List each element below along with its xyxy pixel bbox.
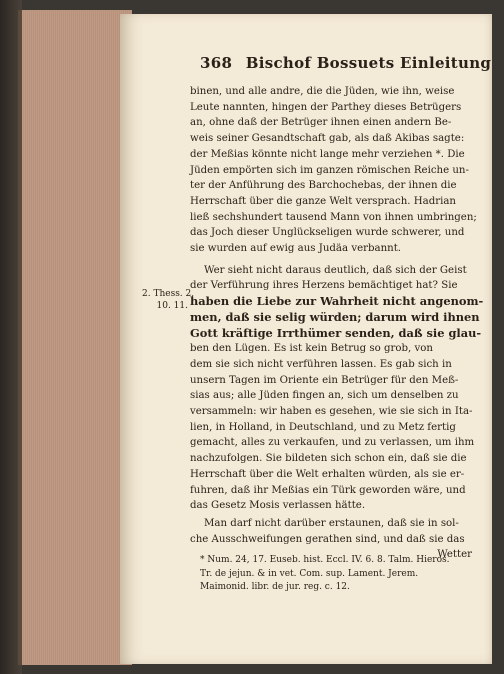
scripture-quote-line: haben die Liebe zur Wahrheit nicht angenom- (190, 294, 484, 309)
text-line: Leute nannten, hingen der Parthey dieses Betrügers (190, 101, 462, 113)
margin-reference (142, 288, 195, 312)
text-line: gemacht, alles zu verkaufen, und zu verlassen, um ihm (190, 437, 475, 449)
text-line: sias aus; alle Jüden fingen an, sich um denselben zu (190, 390, 459, 402)
footnote-line: Tr. de jejun. & in vet. Com. sup. Lament. Jerem. (200, 568, 419, 579)
text-line: der Meßias könnte nicht lange mehr verziehen *. Die (190, 148, 465, 160)
text-line: an, ohne daß der Betrüger ihnen einen andern Be- (190, 117, 452, 129)
running-header (200, 54, 491, 72)
text-line: dem sie sich nicht verführen lassen. Es gab sich in (190, 358, 452, 370)
footnote (200, 554, 472, 595)
page-stack-edge (18, 10, 132, 665)
margin-reference-line: 2. Thess. 2, (142, 289, 195, 299)
catchword: Wetter (437, 549, 472, 561)
text-line: weis seiner Gesandtschaft gab, als daß Akibas sagte: (190, 133, 465, 145)
text-line: das Gesetz Mosis verlassen hätte. (190, 500, 366, 512)
text-line: fuhren, daß ihr Meßias ein Türk geworden wäre, und (190, 484, 466, 496)
footnote-line: Maimonid. libr. de jur. reg. c. 12. (200, 582, 350, 592)
text-line: Herrschaft über die ganze Welt versprach. Hadrian (190, 195, 456, 207)
paragraph-1 (190, 84, 477, 257)
page-number: 368 (200, 54, 233, 72)
footnote-line: * Num. 24, 17. Euseb. hist. Eccl. IV. 6. 8. Talm. Hieros. (200, 555, 450, 565)
scripture-quote-line: Gott kräftige Irrthümer senden, daß sie glau- (190, 325, 482, 340)
text-line: unsern Tagen im Oriente ein Betrüger für den Meß- (190, 374, 459, 386)
text-line: che Ausschweifungen gerathen sind, und daß sie das (190, 533, 465, 545)
text-line: ter der Anführung des Barchochebas, der ihnen die (190, 180, 457, 192)
text-line: ließ sechshundert tausend Mann von ihnen umbringen; (190, 211, 477, 223)
text-line: Wer sieht nicht daraus deutlich, daß sich der Geist (204, 264, 467, 276)
running-title: Bischof Bossuets Einleitung (245, 54, 492, 72)
text-line: versammeln: wir haben es gesehen, wie sie sich in Ita- (190, 406, 473, 418)
paragraph-2 (190, 263, 484, 514)
text-line: Man darf nicht darüber erstaunen, daß sie in sol- (204, 517, 459, 529)
text-line: der Verführung ihres Herzens bemächtiget hat? Sie (190, 280, 458, 292)
text-line: das Joch dieser Unglückseligen wurde schwerer, und (190, 227, 465, 239)
body-text (190, 84, 484, 563)
text-line: Herrschaft über die Welt erhalten würden, als sie er- (190, 468, 465, 480)
text-line: nachzufolgen. Sie bildeten sich schon ein, daß sie die (190, 453, 467, 465)
scripture-quote-line: men, daß sie selig würden; darum wird ihnen (190, 309, 480, 324)
text-line: binen, und alle andre, die die Jüden, wie ihn, weise (190, 86, 455, 97)
text-line: lien, in Holland, in Deutschland, und zu Metz fertig (190, 421, 456, 433)
text-line: Jüden empörten sich im ganzen römischen Reiche un- (190, 164, 469, 176)
text-line: sie wurden auf ewig aus Judäa verbannt. (190, 243, 402, 255)
book-page (120, 14, 492, 664)
margin-reference-line: 10. 11. (156, 301, 188, 311)
text-line: ben den Lügen. Es ist kein Betrug so grob, von (190, 343, 433, 355)
